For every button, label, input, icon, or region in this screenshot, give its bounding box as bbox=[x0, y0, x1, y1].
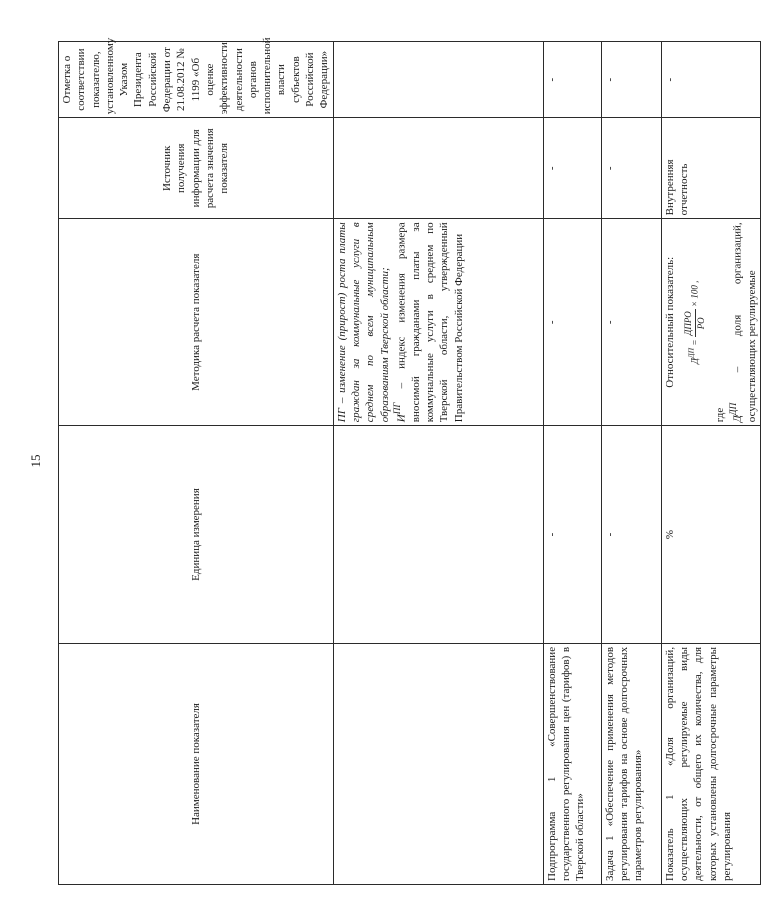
method-symbol: И bbox=[395, 414, 408, 423]
cell-indicator-1-method bbox=[661, 219, 760, 426]
formula-fraction bbox=[683, 309, 707, 337]
formula-eq: = bbox=[689, 339, 700, 346]
formula-lhs: Д bbox=[689, 358, 700, 364]
table-row-indicator-1 bbox=[661, 42, 760, 885]
cell-subprogram-mark: - bbox=[543, 42, 601, 118]
cell-task-mark: - bbox=[601, 42, 661, 118]
table-header-row bbox=[59, 42, 334, 885]
formula-lhs-sup: ДП bbox=[686, 347, 696, 359]
where-label: где bbox=[714, 407, 727, 423]
header-unit: Единица измерения bbox=[59, 426, 334, 644]
header-compliance-mark: Отметка о соответствии показателю, установленному Указом Президента Российской Федерации от 21.08.2012 № 1199 «Об оценке эффективности деятельности органов исполнительной власти субъектов Российской Федерации» bbox=[59, 42, 334, 118]
cell-indicator-1-mark: - bbox=[661, 42, 760, 118]
cell-empty bbox=[333, 42, 543, 118]
where-text: – доля организаций, осуществляющих регулируемые bbox=[731, 222, 758, 423]
formula-denominator: РО bbox=[695, 317, 706, 330]
method-text-1: ПГ – изменение (прирост) роста платы граждан за коммунальные услуги в среднем по всем муниципальным образованиям Тверской области; bbox=[335, 222, 391, 423]
cell-empty bbox=[333, 643, 543, 884]
cell-empty bbox=[333, 426, 543, 644]
rotated-table-container bbox=[58, 37, 758, 885]
header-method: Методика расчета показателя bbox=[59, 219, 334, 426]
cell-subprogram-source: - bbox=[543, 118, 601, 219]
cell-task-method: - bbox=[601, 219, 661, 426]
cell-indicator-1-unit: % bbox=[661, 426, 760, 644]
table-row-task bbox=[601, 42, 661, 885]
indicator-table bbox=[58, 37, 761, 885]
table-row-method-continuation bbox=[333, 42, 543, 885]
header-source: Источник получения информации для расчета значения показателя bbox=[59, 118, 334, 219]
cell-subprogram-method: - bbox=[543, 219, 601, 426]
formula-multiplier: × 100 , bbox=[689, 280, 700, 307]
cell-subprogram-unit: - bbox=[543, 426, 601, 644]
formula-numerator: ДПРО bbox=[683, 309, 696, 337]
cell-task-name: Задача 1 «Обеспечение применения методов регулирования тарифов на основе долгосрочных параметров регулирования» bbox=[601, 643, 661, 884]
page-number: 15 bbox=[28, 454, 43, 468]
method-intro: Относительный показатель: bbox=[663, 256, 676, 388]
cell-subprogram-name: Подпрограмма 1 «Совершенствование государственного регулирования цен (тарифов) в Тверской области» bbox=[543, 643, 601, 884]
table-row-subprogram bbox=[543, 42, 601, 885]
cell-indicator-1-name: Показатель 1 «Доля организаций, осуществляющих регулируемые виды деятельности, от общего их количества, для которых установлены долгосрочные параметры регулирования bbox=[661, 643, 760, 884]
cell-method-description bbox=[333, 219, 543, 426]
method-symbol-sup: ПГ bbox=[391, 402, 402, 415]
where-symbol: Д bbox=[731, 415, 744, 423]
where-definition bbox=[728, 222, 759, 422]
cell-task-unit: - bbox=[601, 426, 661, 644]
cell-task-source: - bbox=[601, 118, 661, 219]
cell-empty bbox=[333, 118, 543, 219]
formula bbox=[677, 222, 713, 422]
header-indicator-name: Наименование показателя bbox=[59, 643, 334, 884]
method-text-2: – индекс изменения размера вносимой гражданами платы за коммунальные услуги в среднем по Тверской области, утвержденный Правительством Российской Федерации bbox=[395, 222, 465, 423]
where-symbol-sup: ДП bbox=[727, 402, 738, 416]
cell-indicator-1-source: Внутренняя отчетность bbox=[661, 118, 760, 219]
